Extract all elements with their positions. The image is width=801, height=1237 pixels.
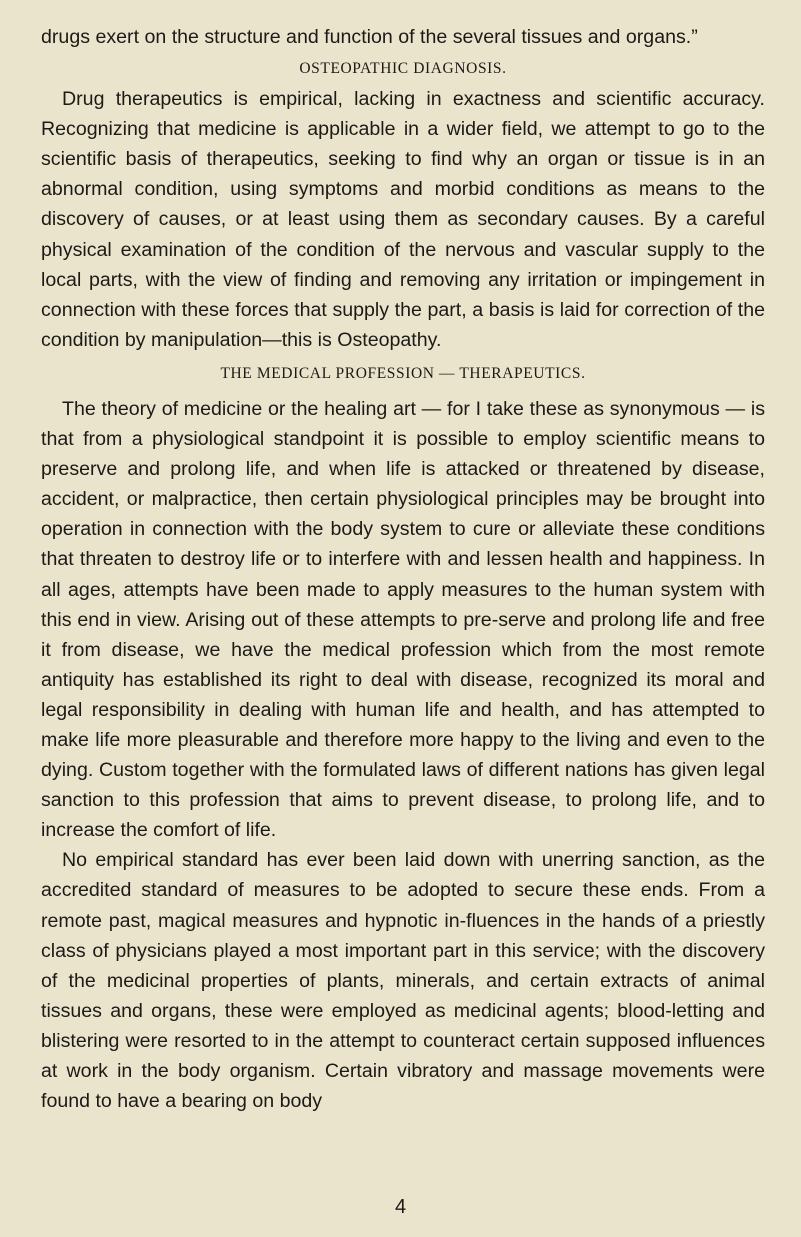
paragraph-drug-therapeutics: Drug therapeutics is empirical, lacking in exactness and scientific accuracy. Recognizing that medicine is applicable in a wider field, we attempt to go to the scientific basis of therapeutics, seeking to find why an organ or tissue is in an abnormal condition, using symptoms and morbid conditions as means to the discovery of causes, or at least using them as secondary causes. By a careful physical examination of the condition of the nervous and vascular supply to the local parts, with the view of finding and removing any irritation or impingement in connection with these forces that supply the part, a basis is laid for correction of the condition by manipulation—this is Osteopathy. [41, 88, 765, 351]
section-heading-osteopathic-diagnosis: OSTEOPATHIC DIAGNOSIS. [299, 60, 507, 78]
opening-text: drugs exert on the structure and function of the several tissues and organs.” [41, 26, 698, 48]
paragraph-empirical-standard: No empirical standard has ever been laid down with unerring sanction, as the accredited standard of measures to be adopted to secure these ends. From a remote past, magical measures and hypnotic in-fluences in the hands of a priestly class of physicians played a most important part in this service; with the discovery of the medicinal properties of plants, minerals, and certain extracts of animal tissues and organs, these were employed as medicinal agents; blood-letting and blistering were resorted to in the attempt to counteract certain supposed influences at work in the body organism. Certain vibratory and massage movements were found to have a bearing on body [41, 849, 765, 1113]
page-number: 4 [394, 1196, 407, 1218]
paragraph-theory-of-medicine: The theory of medicine or the healing art — for I take these as synonymous — is that from a physiological standpoint it is possible to employ scientific means to preserve and prolong life, and when life is attacked or threatened by disease, accident, or malpractice, then certain physiological principles may be brought into operation in connection with the body system to cure or alleviate these conditions that threaten to destroy life or to interfere with and lessen health and happiness. In all ages, attempts have been made to apply measures to the human system with this end in view. Arising out of these attempts to pre-serve and prolong life and free it from disease, we have the medical profession which from the most remote antiquity has established its right to deal with disease, recognized its moral and legal responsibility in dealing with human life and health, and has attempted to make life more pleasurable and therefore more happy to the living and even to the dying. Custom together with the formulated laws of different nations has given legal sanction to this profession that aims to prevent disease, to prolong life, and to increase the comfort of life. [41, 397, 765, 842]
section-heading-medical-profession: THE MEDICAL PROFESSION — THERAPEUTICS. [220, 364, 586, 382]
